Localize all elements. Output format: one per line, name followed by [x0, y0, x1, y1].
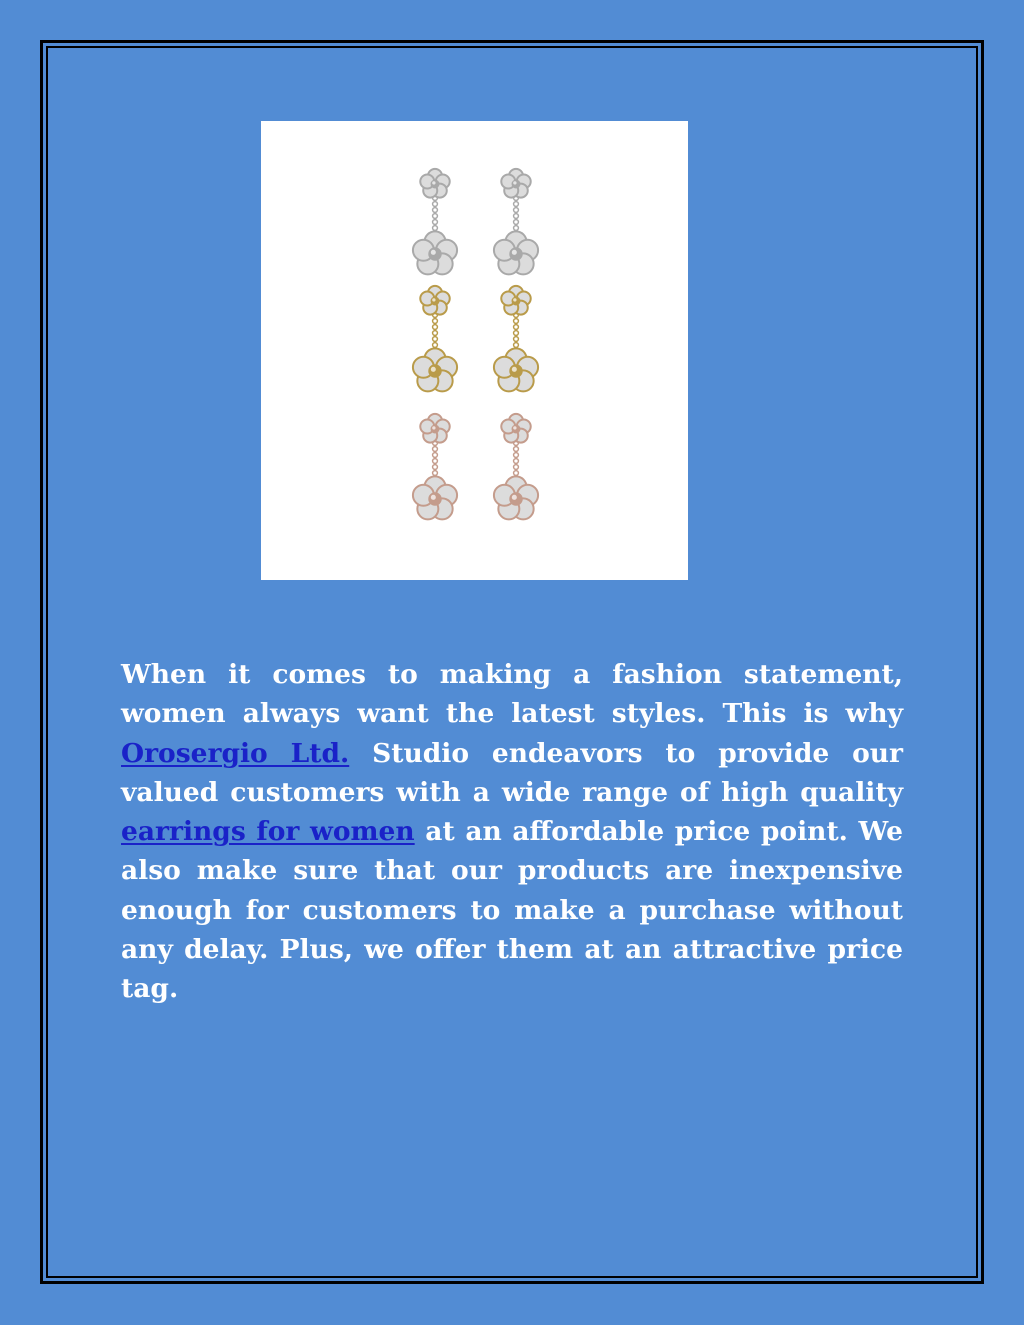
paragraph-text-end: at an affordable price point. We also make sure that our products are inexpensive enough for customers to make a purchase without any delay. Plus, we offer them at an attractive price tag.: [121, 816, 903, 1005]
earrings-for-women-link[interactable]: earrings for women: [121, 816, 415, 848]
earring-silver: [494, 169, 538, 274]
earrings-icon: [261, 121, 688, 580]
description-paragraph: [121, 655, 903, 1009]
earring-gold: [494, 286, 538, 391]
earrings-product-image: [261, 121, 688, 580]
paragraph-text-middle: Studio endeavors to provide our valued customers with a wide range of high quality: [121, 737, 903, 808]
earring-silver: [413, 169, 457, 274]
earring-rose: [413, 414, 457, 519]
earring-gold: [413, 286, 457, 391]
orosergio-link[interactable]: Orosergio Ltd.: [121, 737, 350, 769]
paragraph-text-intro: When it comes to making a fashion statement, women always want the latest styles. This is why: [121, 659, 903, 730]
earring-rose: [494, 414, 538, 519]
